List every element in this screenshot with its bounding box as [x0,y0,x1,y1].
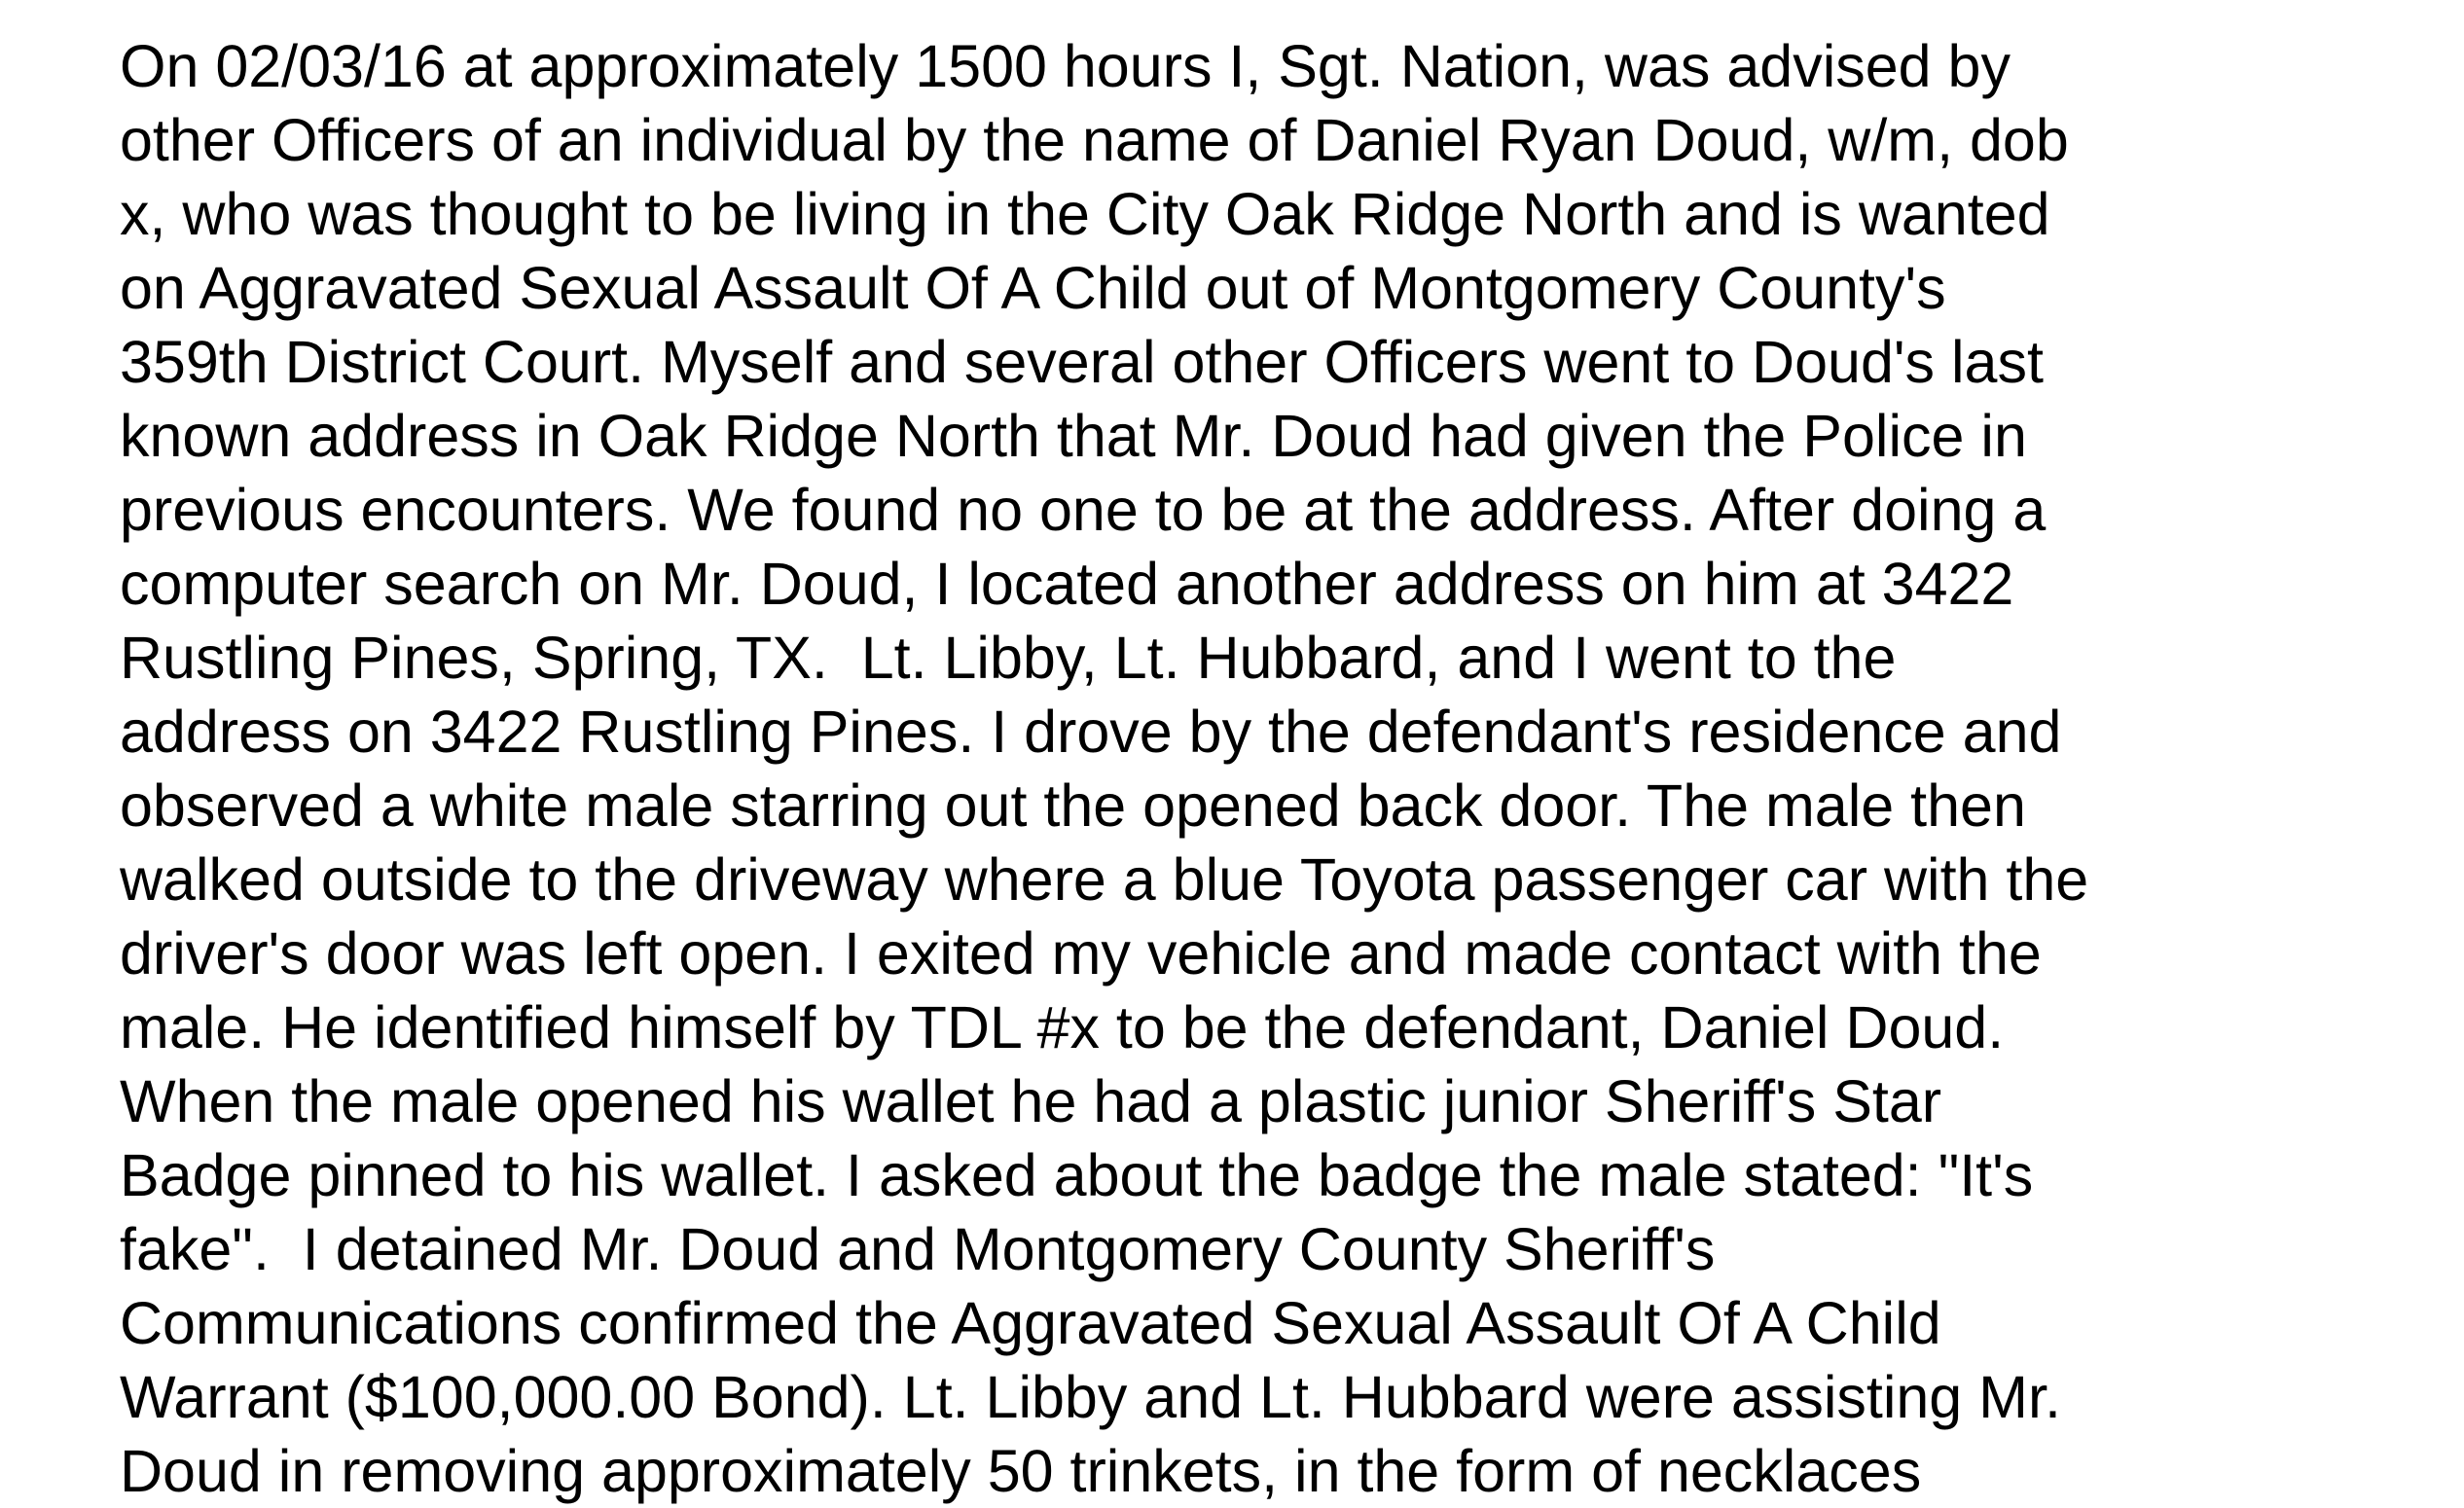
narrative-line: male. He identified himself by TDL #x to be the defendant, Daniel Doud. [120,994,2005,1060]
narrative-line: observed a white male starring out the opened back door. The male then [120,772,2026,839]
narrative-line: other Officers of an individual by the name of Daniel Ryan Doud, w/m, dob [120,107,2069,173]
narrative-line: known address in Oak Ridge North that Mr. Doud had given the Police in [120,403,2027,469]
narrative-line: Doud in removing approximately 50 trinkets, in the form of necklaces [120,1438,1922,1504]
narrative-line: driver's door was left open. I exited my vehicle and made contact with the [120,920,2042,987]
narrative-line: Rustling Pines, Spring, TX. Lt. Libby, Lt. Hubbard, and I went to the [120,625,1897,691]
report-narrative [120,29,2436,1508]
narrative-line: Communications confirmed the Aggravated Sexual Assault Of A Child [120,1290,1941,1356]
narrative-line: previous encounters. We found no one to be at the address. After doing a [120,477,2047,543]
narrative-line: address on 3422 Rustling Pines. I drove by the defendant's residence and [120,699,2062,765]
narrative-line: Badge pinned to his wallet. I asked about the badge the male stated: "It's [120,1142,2034,1208]
narrative-line: On 02/03/16 at approximately 1500 hours I, Sgt. Nation, was advised by [120,33,2011,99]
narrative-line: When the male opened his wallet he had a plastic junior Sheriff's Star [120,1068,1942,1134]
narrative-line: on Aggravated Sexual Assault Of A Child out of Montgomery County's [120,255,1946,321]
narrative-line: walked outside to the driveway where a blue Toyota passenger car with the [120,846,2089,913]
narrative-line: computer search on Mr. Doud, I located another address on him at 3422 [120,551,2014,617]
narrative-line: 359th District Court. Myself and several other Officers went to Doud's last [120,329,2044,395]
narrative-line: fake". I detained Mr. Doud and Montgomery County Sheriff's [120,1216,1716,1282]
narrative-line: x, who was thought to be living in the City Oak Ridge North and is wanted [120,181,2050,247]
narrative-line: Warrant ($100,000.00 Bond). Lt. Libby and Lt. Hubbard were assisting Mr. [120,1364,2061,1430]
